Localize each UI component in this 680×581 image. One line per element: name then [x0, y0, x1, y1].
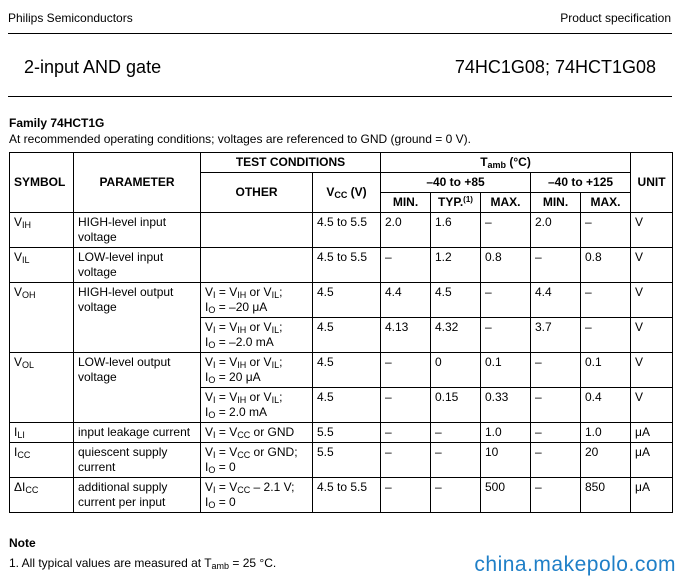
- header-rule-bottom: [8, 96, 672, 97]
- min-125-cell: –: [531, 478, 581, 513]
- parameter-cell: HIGH-level output voltage: [74, 283, 201, 353]
- typ-cell: 0.15: [431, 388, 481, 423]
- min-125-cell: 2.0: [531, 213, 581, 248]
- vcc-cell: 4.5: [313, 353, 381, 388]
- table-row: [10, 443, 673, 478]
- other-cell: $V_I = V_{CC}$ or GND: [201, 423, 313, 443]
- vcc-cell: 5.5: [313, 423, 381, 443]
- max-125-cell: 850: [581, 478, 631, 513]
- min-cell: –: [381, 388, 431, 423]
- symbol-cell: $V_{IH}$: [10, 213, 74, 248]
- max-125-cell: 0.1: [581, 353, 631, 388]
- min-cell: 4.4: [381, 283, 431, 318]
- other-cell: $V_I = V_{CC}$ or GND; $I_O = 0$: [201, 443, 313, 478]
- typ-cell: –: [431, 423, 481, 443]
- vcc-cell: 5.5: [313, 443, 381, 478]
- other-cell: $V_I = V_{IH}$ or $V_{IL}$; $I_O = 20$ μA: [201, 353, 313, 388]
- col-vcc: $V_{CC}$ (V): [313, 173, 381, 213]
- col-max: MAX.: [481, 193, 531, 213]
- max-cell: 1.0: [481, 423, 531, 443]
- dc-characteristics-table: [9, 152, 673, 513]
- min-125-cell: 4.4: [531, 283, 581, 318]
- symbol-cell: $\Delta I_{CC}$: [10, 478, 74, 513]
- min-cell: –: [381, 443, 431, 478]
- unit-cell: V: [631, 353, 673, 388]
- symbol-cell: $V_{IL}$: [10, 248, 74, 283]
- parameter-cell: LOW-level output voltage: [74, 353, 201, 423]
- min-cell: 4.13: [381, 318, 431, 353]
- min-125-cell: –: [531, 423, 581, 443]
- min-125-cell: 3.7: [531, 318, 581, 353]
- max-125-cell: –: [581, 213, 631, 248]
- typ-cell: 1.2: [431, 248, 481, 283]
- document-title: 2-input AND gate: [24, 57, 162, 77]
- max-cell: 500: [481, 478, 531, 513]
- max-125-cell: –: [581, 318, 631, 353]
- symbol-cell: $V_{OL}$: [10, 353, 74, 423]
- max-cell: 0.1: [481, 353, 531, 388]
- vcc-cell: 4.5: [313, 283, 381, 318]
- other-cell: [201, 213, 313, 248]
- watermark: china.makepolo.com: [474, 553, 676, 576]
- col-other: OTHER: [201, 173, 313, 213]
- min-cell: –: [381, 248, 431, 283]
- col-min: MIN.: [381, 193, 431, 213]
- parameter-cell: LOW-level input voltage: [74, 248, 201, 283]
- max-125-cell: 0.4: [581, 388, 631, 423]
- unit-cell: V: [631, 213, 673, 248]
- typ-cell: –: [431, 478, 481, 513]
- typ-cell: 0: [431, 353, 481, 388]
- conditions-text: At recommended operating conditions; voltages are referenced to GND (ground = 0 V).: [9, 132, 471, 146]
- min-cell: –: [381, 353, 431, 388]
- symbol-cell: $I_{LI}$: [10, 423, 74, 443]
- max-cell: –: [481, 318, 531, 353]
- unit-cell: V: [631, 388, 673, 423]
- min-cell: –: [381, 478, 431, 513]
- table-row: [10, 423, 673, 443]
- part-numbers: 74HC1G08; 74HCT1G08: [454, 57, 656, 77]
- note-item-1: 1. All typical values are measured at $T_{amb} = 25$ °C.: [9, 556, 277, 571]
- min-125-cell: –: [531, 248, 581, 283]
- max-125-cell: 20: [581, 443, 631, 478]
- min-125-cell: –: [531, 353, 581, 388]
- max-cell: –: [481, 283, 531, 318]
- symbol-cell: $V_{OH}$: [10, 283, 74, 353]
- header-company: Philips Semiconductors: [8, 11, 133, 25]
- typ-cell: 4.5: [431, 283, 481, 318]
- parameter-cell: additional supply current per input: [74, 478, 201, 513]
- other-cell: $V_I = V_{CC} - 2.1$ V; $I_O = 0$: [201, 478, 313, 513]
- vcc-cell: 4.5 to 5.5: [313, 478, 381, 513]
- max-125-cell: 1.0: [581, 423, 631, 443]
- unit-cell: V: [631, 283, 673, 318]
- parameter-cell: HIGH-level input voltage: [74, 213, 201, 248]
- max-125-cell: –: [581, 283, 631, 318]
- other-cell: [201, 248, 313, 283]
- table-row: [10, 213, 673, 248]
- col-symbol: SYMBOL: [10, 153, 74, 213]
- min-125-cell: –: [531, 443, 581, 478]
- note-heading: Note: [9, 536, 36, 550]
- typ-cell: 4.32: [431, 318, 481, 353]
- max-cell: 10: [481, 443, 531, 478]
- table-row: [10, 353, 673, 388]
- header-row-1: [10, 153, 673, 173]
- parameter-cell: quiescent supply current: [74, 443, 201, 478]
- col-range-85: –40 to +85: [381, 173, 531, 193]
- min-cell: 2.0: [381, 213, 431, 248]
- vcc-cell: 4.5: [313, 318, 381, 353]
- header-doc-type: Product specification: [560, 11, 671, 25]
- other-cell: $V_I = V_{IH}$ or $V_{IL}$; $I_O = -20$ μA: [201, 283, 313, 318]
- col-parameter: PARAMETER: [74, 153, 201, 213]
- table-row: [10, 478, 673, 513]
- vcc-cell: 4.5 to 5.5: [313, 213, 381, 248]
- max-cell: 0.8: [481, 248, 531, 283]
- vcc-cell: 4.5: [313, 388, 381, 423]
- unit-cell: μA: [631, 478, 673, 513]
- vcc-cell: 4.5 to 5.5: [313, 248, 381, 283]
- table-row: [10, 248, 673, 283]
- unit-cell: μA: [631, 443, 673, 478]
- unit-cell: μA: [631, 423, 673, 443]
- table-row: [10, 283, 673, 318]
- col-typ: TYP.$^{(1)}$: [431, 193, 481, 213]
- col-max-125: MAX.: [581, 193, 631, 213]
- typ-cell: 1.6: [431, 213, 481, 248]
- max-125-cell: 0.8: [581, 248, 631, 283]
- max-cell: –: [481, 213, 531, 248]
- col-test-conditions: TEST CONDITIONS: [201, 153, 381, 173]
- col-tamb: $T_{amb}$ (°C): [381, 153, 631, 173]
- symbol-cell: $I_{CC}$: [10, 443, 74, 478]
- other-cell: $V_I = V_{IH}$ or $V_{IL}$; $I_O = 2.0$ mA: [201, 388, 313, 423]
- unit-cell: V: [631, 318, 673, 353]
- min-125-cell: –: [531, 388, 581, 423]
- other-cell: $V_I = V_{IH}$ or $V_{IL}$; $I_O = -2.0$ mA: [201, 318, 313, 353]
- unit-cell: V: [631, 248, 673, 283]
- col-unit: UNIT: [631, 153, 673, 213]
- col-min-125: MIN.: [531, 193, 581, 213]
- max-cell: 0.33: [481, 388, 531, 423]
- min-cell: –: [381, 423, 431, 443]
- header-rule-top: [8, 33, 672, 34]
- typ-cell: –: [431, 443, 481, 478]
- col-range-125: –40 to +125: [531, 173, 631, 193]
- parameter-cell: input leakage current: [74, 423, 201, 443]
- family-heading: Family 74HCT1G: [9, 116, 105, 130]
